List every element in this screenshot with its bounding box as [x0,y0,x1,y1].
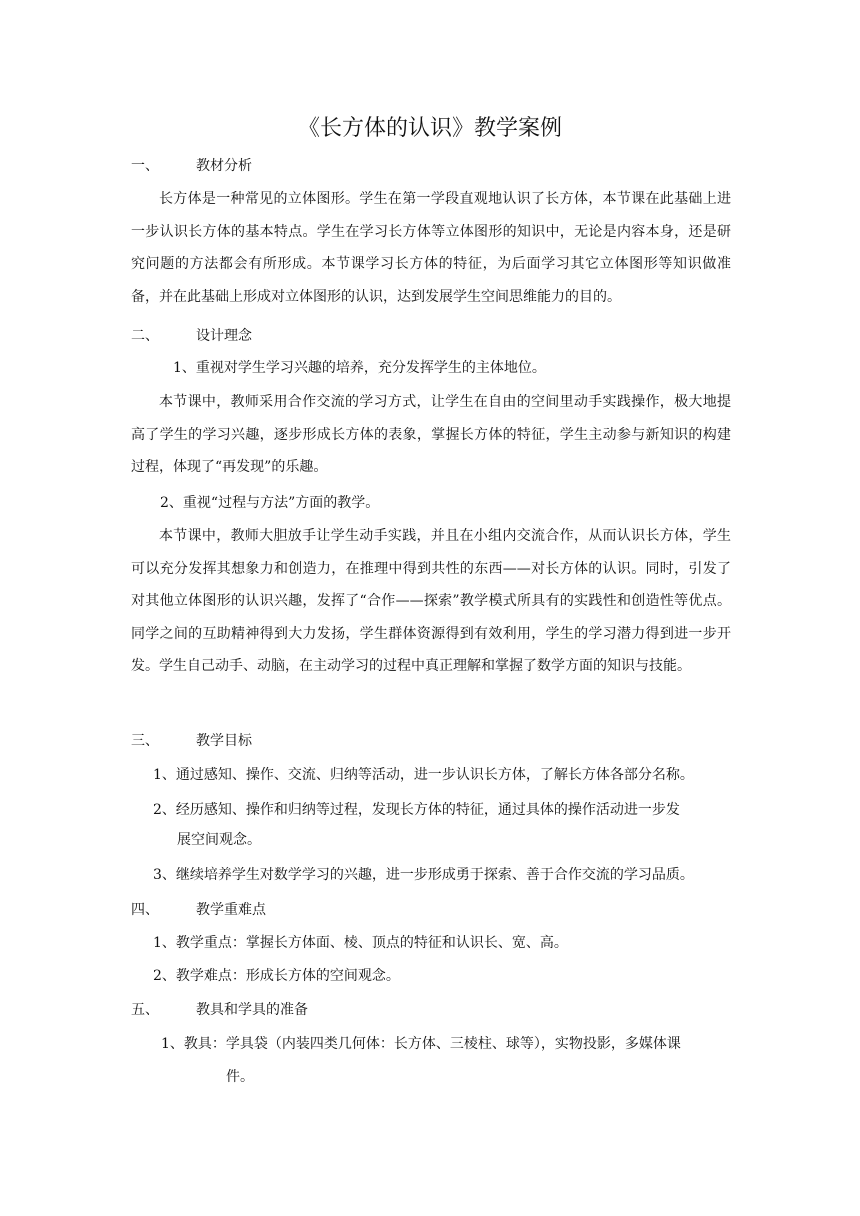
section-number: 四、 [131,902,159,918]
list-item: 2、经历感知、操作和归纳等过程，发现长方体的特征，通过具体的操作活动进一步发 [153,802,680,818]
list-item-continuation: 展空间观念。 [177,832,261,848]
section-title: 教学重难点 [196,902,266,918]
document-title: 《长方体的认识》教学案例 [297,116,562,141]
section-number: 二、 [131,328,159,344]
section-title: 教具和学具的准备 [196,1002,308,1018]
section-heading [131,899,266,921]
list-item: 1、重视对学生学习兴趣的培养，充分发挥学生的主体地位。 [173,360,546,376]
section-title: 教材分析 [196,158,252,174]
paragraph: 本节课中，教师大胆放手让学生动手实践，并且在小组内交流合作，从而认识长方体，学生可以充分发挥其想象力和创造力，在推理中得到共性的东西——对长方体的认识。同时，引发了对其他立体图形的认识兴趣，发挥了“合作——探索”教学模式所具有的实践性和创造性等优点。同学之间的互助精神得到大力发扬，学生群体资源得到有效利用，学生的学习潜力得到进一步开发。学生自己动手、动脑，在主动学习的过程中真正理解和掌握了数学方面的知识与技能。 [131,528,731,674]
section-title: 教学目标 [196,733,252,749]
section-heading [131,999,308,1021]
list-item: 3、继续培养学生对数学学习的兴趣，进一步形成勇于探索、善于合作交流的学习品质。 [153,867,694,883]
section-number: 五、 [131,1002,159,1018]
list-item: 2、教学难点：形成长方体的空间观念。 [153,968,400,984]
paragraph: 本节课中，教师采用合作交流的学习方式，让学生在自由的空间里动手实践操作，极大地提高了学生的学习兴趣，逐步形成长方体的表象，掌握长方体的特征，学生主动参与新知识的构建过程，体现了“再发现”的乐趣。 [131,394,731,475]
list-item: 1、教具：学具袋（内装四类几何体：长方体、三棱柱、球等），实物投影，多媒体课 [161,1036,681,1052]
list-item-continuation: 件。 [226,1069,254,1085]
section-title: 设计理念 [196,328,252,344]
list-item: 2、重视“过程与方法”方面的教学。 [160,495,380,511]
section-number: 三、 [131,733,159,749]
list-item: 1、教学重点：掌握长方体面、棱、顶点的特征和认识长、宽、高。 [153,935,568,951]
section-heading [131,155,252,177]
section-heading [131,730,252,752]
section-heading [131,325,252,347]
paragraph: 长方体是一种常见的立体图形。学生在第一学段直观地认识了长方体，本节课在此基础上进一步认识长方体的基本特点。学生在学习长方体等立体图形的知识中，无论是内容本身，还是研究问题的方法都会有所形成。本节课学习长方体的特征，为后面学习其它立体图形等知识做准备，并在此基础上形成对立体图形的认识，达到发展学生空间思维能力的目的。 [131,191,731,305]
list-item: 1、通过感知、操作、交流、归纳等活动，进一步认识长方体，了解长方体各部分名称。 [153,767,694,783]
section-number: 一、 [131,158,159,174]
